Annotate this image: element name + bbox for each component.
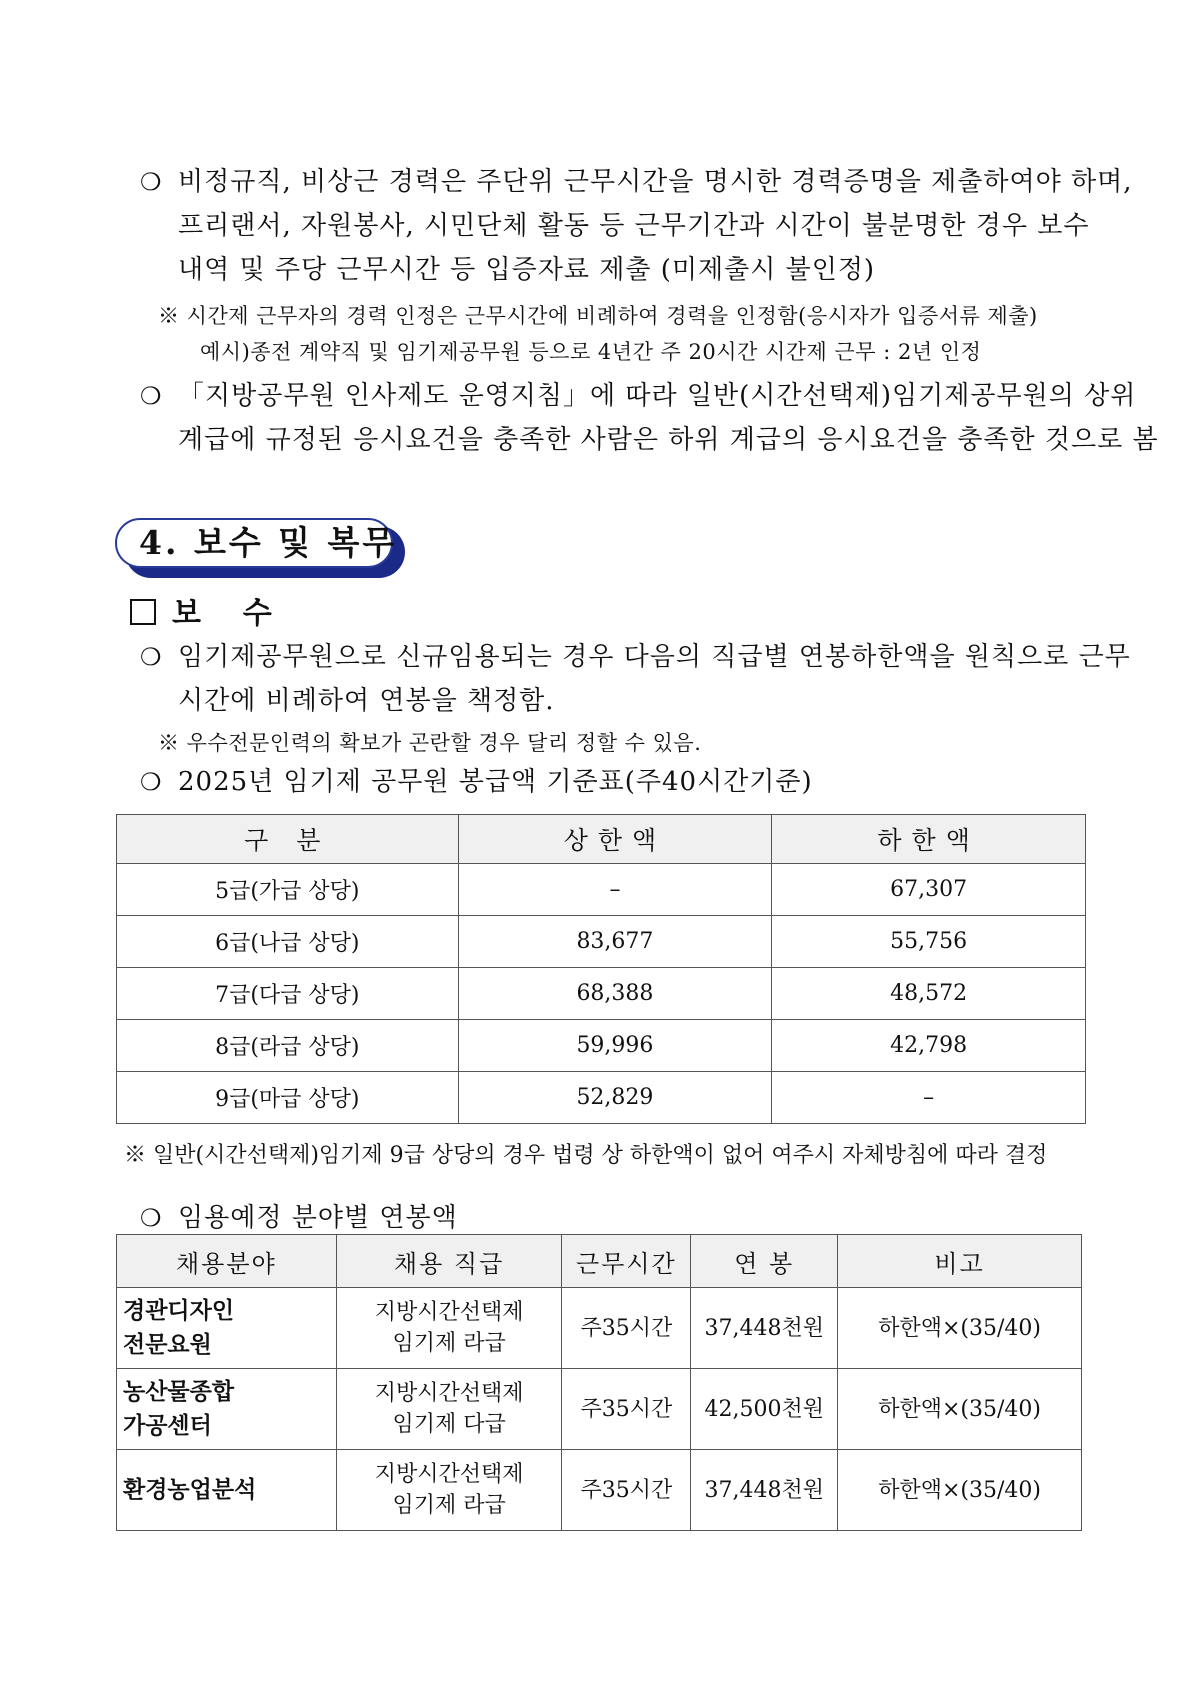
field-remark-cell: 하한액×(35/40) xyxy=(838,1288,1082,1369)
table-row xyxy=(117,864,1086,916)
upper-limit-cell: 83,677 xyxy=(458,916,772,968)
field-name-line: 환경농업분석 xyxy=(123,1476,257,1503)
field-name-line: 가공센터 xyxy=(123,1412,212,1439)
salary-table xyxy=(116,814,1086,1124)
intro-p1-line-3: 내역 및 주당 근무시간 등 입증자료 제출 (미제출시 불인정) xyxy=(178,255,876,285)
pay-paragraph xyxy=(140,635,1131,723)
upper-limit-cell: 68,388 xyxy=(458,968,772,1020)
table-row xyxy=(117,1020,1086,1072)
field-hours-cell: 주35시간 xyxy=(562,1369,691,1450)
lower-limit-cell: 67,307 xyxy=(772,864,1086,916)
circle-bullet-icon: ❍ xyxy=(140,168,163,196)
field-hours-cell: 주35시간 xyxy=(562,1288,691,1369)
intro-p2-line-1: 「지방공무원 인사제도 운영지침」에 따라 일반(시간선택제)임기제공무원의 상위 xyxy=(178,381,1137,411)
circle-bullet-icon: ❍ xyxy=(140,768,163,796)
table-row xyxy=(117,1072,1086,1124)
intro-note-1: ※ 시간제 근무자의 경력 인정은 근무시간에 비례하여 경력을 인정함(응시자가 입증서류 제출) xyxy=(158,304,1038,328)
table-row xyxy=(117,1288,1082,1369)
field-grade-line: 임기제 다급 xyxy=(392,1412,506,1437)
field-name-line: 경관디자인 xyxy=(123,1297,235,1324)
field-name-cell xyxy=(117,1450,337,1531)
lower-limit-cell: 55,756 xyxy=(772,916,1086,968)
field-name-cell xyxy=(117,1288,337,1369)
subheading-pay-label: 보 수 xyxy=(172,596,272,631)
salary-header-lower: 하한액 xyxy=(772,815,1086,864)
lower-limit-cell: 42,798 xyxy=(772,1020,1086,1072)
salary-table-caption xyxy=(140,760,813,804)
section-title: 4. 보수 및 복무 xyxy=(139,523,398,562)
pay-note: ※ 우수전문인력의 확보가 곤란할 경우 달리 정할 수 있음. xyxy=(158,731,702,755)
field-salary-cell: 37,448천원 xyxy=(691,1450,838,1531)
field-table-header-row xyxy=(117,1235,1082,1288)
circle-bullet-icon: ❍ xyxy=(140,1204,163,1232)
upper-limit-cell: – xyxy=(458,864,772,916)
field-grade-line: 임기제 라급 xyxy=(392,1331,506,1356)
field-header-hours: 근무시간 xyxy=(562,1235,691,1288)
field-header-grade: 채용 직급 xyxy=(336,1235,562,1288)
field-grade-line: 지방시간선택제 xyxy=(374,1381,524,1406)
field-salary-cell: 42,500천원 xyxy=(691,1369,838,1450)
upper-limit-cell: 52,829 xyxy=(458,1072,772,1124)
field-header-salary: 연 봉 xyxy=(691,1235,838,1288)
field-salary-table xyxy=(116,1234,1082,1531)
field-name-line: 전문요원 xyxy=(123,1331,212,1358)
pay-p1-line-2: 시간에 비례하여 연봉을 책정함. xyxy=(178,686,555,716)
intro-p2-line-2: 계급에 규정된 응시요건을 충족한 사람은 하위 계급의 응시요건을 충족한 것으로 봄 xyxy=(178,425,1159,455)
field-remark-cell: 하한액×(35/40) xyxy=(838,1450,1082,1531)
field-header-area: 채용분야 xyxy=(117,1235,337,1288)
field-name-cell xyxy=(117,1369,337,1450)
grade-cell: 8급(라급 상당) xyxy=(117,1020,459,1072)
table-row xyxy=(117,1450,1082,1531)
table-row xyxy=(117,916,1086,968)
field-name-line: 농산물종합 xyxy=(123,1378,235,1405)
field-table-caption-text: 임용예정 분야별 연봉액 xyxy=(178,1203,458,1233)
subheading-pay xyxy=(130,592,272,636)
salary-header-category: 구 분 xyxy=(117,815,459,864)
circle-bullet-icon: ❍ xyxy=(140,382,163,410)
field-grade-line: 지방시간선택제 xyxy=(374,1300,524,1325)
section-heading xyxy=(115,518,399,572)
circle-bullet-icon: ❍ xyxy=(140,643,163,671)
salary-table-note: ※ 일반(시간선택제)임기제 9급 상당의 경우 법령 상 하한액이 없어 여주시 자체방침에 따라 결정 xyxy=(124,1143,1048,1168)
salary-table-caption-text: 2025년 임기제 공무원 봉급액 기준표(주40시간기준) xyxy=(178,767,813,797)
grade-cell: 9급(마급 상당) xyxy=(117,1072,459,1124)
grade-cell: 7급(다급 상당) xyxy=(117,968,459,1020)
lower-limit-cell: 48,572 xyxy=(772,968,1086,1020)
field-grade-cell xyxy=(336,1288,562,1369)
lower-limit-cell: – xyxy=(772,1072,1086,1124)
field-grade-cell xyxy=(336,1450,562,1531)
field-remark-cell: 하한액×(35/40) xyxy=(838,1369,1082,1450)
intro-p1-line-2: 프리랜서, 자원봉사, 시민단체 활동 등 근무기간과 시간이 불분명한 경우 보수 xyxy=(178,211,1090,241)
table-row xyxy=(117,1369,1082,1450)
intro-paragraph-2 xyxy=(140,374,1159,462)
pay-p1-line-1: 임기제공무원으로 신규임용되는 경우 다음의 직급별 연봉하한액을 원칙으로 근무 xyxy=(178,642,1131,672)
grade-cell: 6급(나급 상당) xyxy=(117,916,459,968)
intro-paragraph-1 xyxy=(140,160,1132,292)
intro-note-1-example: 예시)종전 계약직 및 임기제공무원 등으로 4년간 주 20시간 시간제 근무 : 2년 인정 xyxy=(200,340,982,364)
field-grade-line: 지방시간선택제 xyxy=(374,1462,524,1487)
salary-table-header-row xyxy=(117,815,1086,864)
grade-cell: 5급(가급 상당) xyxy=(117,864,459,916)
salary-header-upper: 상한액 xyxy=(458,815,772,864)
field-grade-cell xyxy=(336,1369,562,1450)
field-grade-line: 임기제 라급 xyxy=(392,1493,506,1518)
intro-p1-line-1: 비정규직, 비상근 경력은 주단위 근무시간을 명시한 경력증명을 제출하여야 하며, xyxy=(178,167,1133,197)
upper-limit-cell: 59,996 xyxy=(458,1020,772,1072)
table-row xyxy=(117,968,1086,1020)
square-bullet-icon xyxy=(130,599,156,625)
field-header-remark: 비고 xyxy=(838,1235,1082,1288)
field-hours-cell: 주35시간 xyxy=(562,1450,691,1531)
field-salary-cell: 37,448천원 xyxy=(691,1288,838,1369)
